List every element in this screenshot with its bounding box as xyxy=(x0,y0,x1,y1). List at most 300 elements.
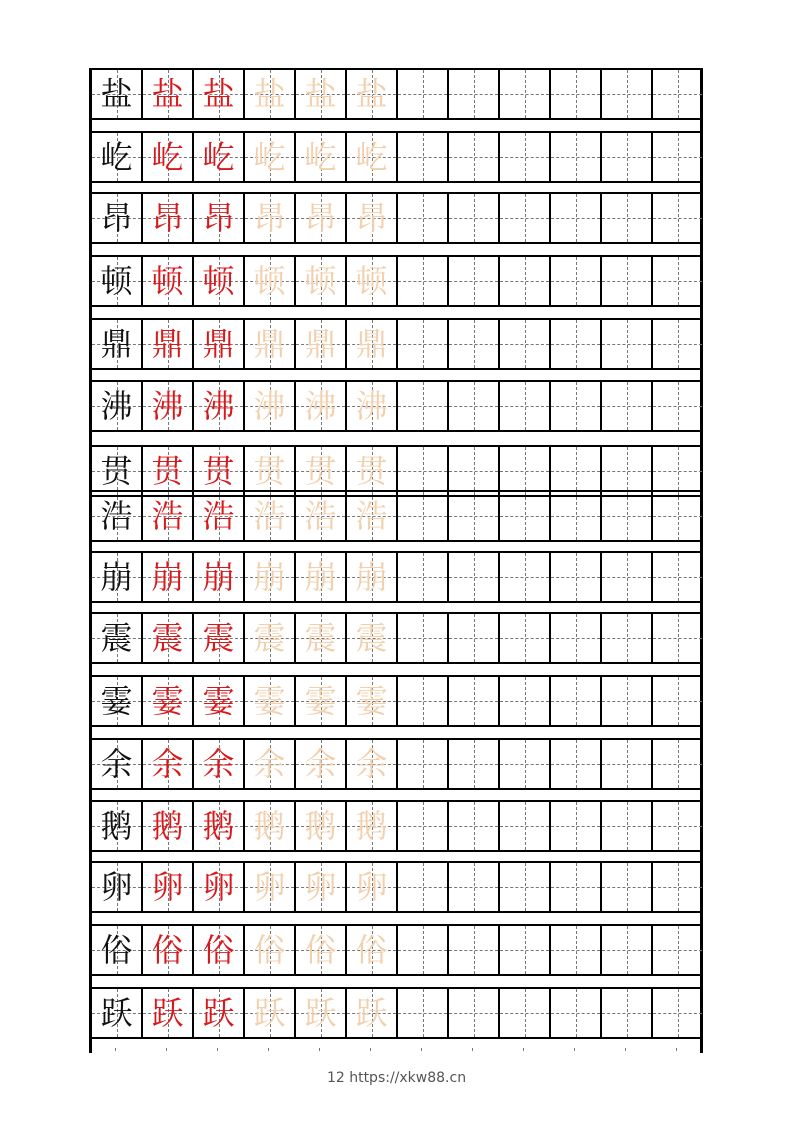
writing-cell xyxy=(600,740,651,788)
writing-cell xyxy=(90,863,141,911)
writing-cell xyxy=(243,802,294,850)
writing-cell xyxy=(90,194,141,242)
writing-cell xyxy=(90,677,141,725)
faded-character: 沸 xyxy=(304,387,337,425)
writing-cell xyxy=(447,70,498,118)
writing-cell xyxy=(651,257,702,305)
grid-tick xyxy=(268,1048,269,1051)
faded-character: 贯 xyxy=(355,452,388,490)
writing-cell xyxy=(192,614,243,662)
writing-cell xyxy=(651,133,702,181)
faded-character: 卵 xyxy=(355,868,388,906)
writing-cell xyxy=(90,320,141,368)
writing-cell xyxy=(141,614,192,662)
trace-character: 余 xyxy=(202,745,235,783)
writing-cell xyxy=(498,447,549,495)
faded-character: 震 xyxy=(355,619,388,657)
grid-tick xyxy=(217,1048,218,1051)
practice-row xyxy=(90,924,702,976)
writing-cell xyxy=(243,257,294,305)
practice-row xyxy=(90,255,702,307)
faded-character: 沸 xyxy=(253,387,286,425)
writing-cell xyxy=(600,133,651,181)
writing-cell xyxy=(651,740,702,788)
writing-cell xyxy=(447,863,498,911)
writing-cell xyxy=(549,194,600,242)
writing-cell xyxy=(549,382,600,430)
writing-cell xyxy=(243,553,294,601)
trace-character: 霎 xyxy=(151,682,184,720)
practice-row xyxy=(90,861,702,913)
faded-character: 余 xyxy=(304,745,337,783)
writing-cell xyxy=(243,614,294,662)
writing-cell xyxy=(651,382,702,430)
writing-cell xyxy=(192,320,243,368)
practice-row xyxy=(90,987,702,1039)
writing-cell xyxy=(294,194,345,242)
writing-cell xyxy=(498,492,549,540)
writing-cell xyxy=(294,447,345,495)
model-character: 鼎 xyxy=(100,325,133,363)
writing-cell xyxy=(549,320,600,368)
writing-cell xyxy=(447,989,498,1037)
writing-cell xyxy=(651,447,702,495)
writing-cell xyxy=(549,447,600,495)
writing-cell xyxy=(600,614,651,662)
writing-cell xyxy=(294,802,345,850)
faded-character: 顿 xyxy=(304,262,337,300)
writing-cell xyxy=(294,740,345,788)
writing-cell xyxy=(396,802,447,850)
writing-cell xyxy=(651,863,702,911)
writing-cell xyxy=(243,382,294,430)
writing-cell xyxy=(498,677,549,725)
trace-character: 余 xyxy=(151,745,184,783)
writing-cell xyxy=(192,677,243,725)
writing-cell xyxy=(396,447,447,495)
writing-cell xyxy=(345,863,396,911)
writing-cell xyxy=(90,802,141,850)
faded-character: 贯 xyxy=(304,452,337,490)
writing-cell xyxy=(141,320,192,368)
trace-character: 顿 xyxy=(151,262,184,300)
faded-character: 跃 xyxy=(304,994,337,1032)
writing-cell xyxy=(600,553,651,601)
writing-cell xyxy=(294,677,345,725)
faded-character: 昂 xyxy=(253,199,286,237)
writing-cell xyxy=(447,257,498,305)
model-character: 贯 xyxy=(100,452,133,490)
model-character: 跃 xyxy=(100,994,133,1032)
partial-row-ticks xyxy=(90,1048,702,1052)
trace-character: 俗 xyxy=(202,931,235,969)
faded-character: 浩 xyxy=(355,497,388,535)
writing-cell xyxy=(651,677,702,725)
writing-cell xyxy=(141,740,192,788)
writing-cell xyxy=(192,70,243,118)
writing-cell xyxy=(243,926,294,974)
trace-character: 盐 xyxy=(202,75,235,113)
faded-character: 震 xyxy=(304,619,337,657)
practice-row xyxy=(90,68,702,120)
writing-cell xyxy=(396,194,447,242)
writing-cell xyxy=(141,802,192,850)
grid-tick xyxy=(625,1048,626,1051)
model-character: 浩 xyxy=(100,497,133,535)
writing-cell xyxy=(396,926,447,974)
faded-character: 崩 xyxy=(253,558,286,596)
faded-character: 俗 xyxy=(355,931,388,969)
model-character: 鹅 xyxy=(100,807,133,845)
writing-cell xyxy=(90,492,141,540)
writing-cell xyxy=(549,863,600,911)
writing-cell xyxy=(345,802,396,850)
trace-character: 鹅 xyxy=(151,807,184,845)
writing-cell xyxy=(549,926,600,974)
practice-row xyxy=(90,380,702,432)
faded-character: 俗 xyxy=(304,931,337,969)
faded-character: 盐 xyxy=(253,75,286,113)
writing-cell xyxy=(600,447,651,495)
writing-cell xyxy=(600,989,651,1037)
trace-character: 震 xyxy=(151,619,184,657)
trace-character: 屹 xyxy=(202,138,235,176)
writing-cell xyxy=(549,70,600,118)
writing-cell xyxy=(141,70,192,118)
writing-cell xyxy=(498,382,549,430)
writing-cell xyxy=(243,70,294,118)
writing-cell xyxy=(498,802,549,850)
faded-character: 跃 xyxy=(253,994,286,1032)
writing-cell xyxy=(396,492,447,540)
trace-character: 贯 xyxy=(151,452,184,490)
writing-cell xyxy=(651,989,702,1037)
writing-cell xyxy=(294,257,345,305)
faded-character: 鼎 xyxy=(253,325,286,363)
faded-character: 屹 xyxy=(253,138,286,176)
trace-character: 鼎 xyxy=(202,325,235,363)
trace-character: 崩 xyxy=(202,558,235,596)
faded-character: 鼎 xyxy=(304,325,337,363)
model-character: 盐 xyxy=(100,75,133,113)
practice-row xyxy=(90,800,702,852)
practice-row xyxy=(90,318,702,370)
writing-cell xyxy=(396,133,447,181)
writing-cell xyxy=(141,382,192,430)
writing-cell xyxy=(396,257,447,305)
writing-cell xyxy=(447,447,498,495)
writing-cell xyxy=(243,492,294,540)
faded-character: 霎 xyxy=(253,682,286,720)
writing-cell xyxy=(294,553,345,601)
writing-cell xyxy=(141,926,192,974)
practice-row xyxy=(90,192,702,244)
practice-row xyxy=(90,490,702,542)
trace-character: 屹 xyxy=(151,138,184,176)
writing-cell xyxy=(498,614,549,662)
writing-cell xyxy=(396,677,447,725)
writing-cell xyxy=(549,802,600,850)
faded-character: 余 xyxy=(253,745,286,783)
faded-character: 震 xyxy=(253,619,286,657)
writing-cell xyxy=(345,257,396,305)
writing-cell xyxy=(90,740,141,788)
grid-tick xyxy=(676,1048,677,1051)
writing-cell xyxy=(243,320,294,368)
writing-cell xyxy=(141,863,192,911)
trace-character: 盐 xyxy=(151,75,184,113)
writing-cell xyxy=(90,926,141,974)
writing-cell xyxy=(447,194,498,242)
writing-cell xyxy=(141,492,192,540)
writing-cell xyxy=(192,492,243,540)
trace-character: 顿 xyxy=(202,262,235,300)
grid-tick xyxy=(574,1048,575,1051)
practice-row xyxy=(90,675,702,727)
faded-character: 鼎 xyxy=(355,325,388,363)
writing-cell xyxy=(549,257,600,305)
writing-cell xyxy=(600,382,651,430)
model-character: 俗 xyxy=(100,931,133,969)
writing-cell xyxy=(498,257,549,305)
faded-character: 顿 xyxy=(253,262,286,300)
writing-cell xyxy=(498,194,549,242)
writing-cell xyxy=(600,802,651,850)
writing-cell xyxy=(243,677,294,725)
writing-cell xyxy=(447,740,498,788)
writing-cell xyxy=(396,553,447,601)
writing-cell xyxy=(294,382,345,430)
practice-row xyxy=(90,131,702,183)
writing-cell xyxy=(498,926,549,974)
writing-cell xyxy=(345,133,396,181)
model-character: 震 xyxy=(100,619,133,657)
faded-character: 盐 xyxy=(304,75,337,113)
trace-character: 沸 xyxy=(202,387,235,425)
grid-tick xyxy=(421,1048,422,1051)
writing-cell xyxy=(192,447,243,495)
writing-cell xyxy=(651,320,702,368)
writing-cell xyxy=(447,382,498,430)
trace-character: 震 xyxy=(202,619,235,657)
trace-character: 昂 xyxy=(202,199,235,237)
writing-cell xyxy=(141,553,192,601)
writing-cell xyxy=(651,802,702,850)
writing-cell xyxy=(243,447,294,495)
writing-cell xyxy=(651,553,702,601)
writing-cell xyxy=(294,926,345,974)
writing-cell xyxy=(345,320,396,368)
writing-cell xyxy=(294,614,345,662)
faded-character: 崩 xyxy=(304,558,337,596)
writing-cell xyxy=(141,677,192,725)
writing-cell xyxy=(600,194,651,242)
faded-character: 霎 xyxy=(304,682,337,720)
trace-character: 昂 xyxy=(151,199,184,237)
writing-cell xyxy=(345,614,396,662)
grid-tick xyxy=(523,1048,524,1051)
writing-cell xyxy=(345,382,396,430)
writing-cell xyxy=(447,133,498,181)
writing-cell xyxy=(345,989,396,1037)
writing-cell xyxy=(447,553,498,601)
writing-cell xyxy=(498,320,549,368)
writing-cell xyxy=(90,614,141,662)
writing-cell xyxy=(396,740,447,788)
faded-character: 昂 xyxy=(355,199,388,237)
writing-cell xyxy=(447,320,498,368)
trace-character: 跃 xyxy=(151,994,184,1032)
writing-cell xyxy=(651,614,702,662)
trace-character: 鹅 xyxy=(202,807,235,845)
writing-cell xyxy=(294,70,345,118)
grid-tick xyxy=(166,1048,167,1051)
writing-cell xyxy=(498,70,549,118)
faded-character: 昂 xyxy=(304,199,337,237)
practice-row xyxy=(90,738,702,790)
writing-cell xyxy=(141,989,192,1037)
writing-cell xyxy=(600,863,651,911)
trace-character: 霎 xyxy=(202,682,235,720)
writing-cell xyxy=(90,382,141,430)
writing-cell xyxy=(600,677,651,725)
writing-cell xyxy=(549,133,600,181)
writing-cell xyxy=(192,553,243,601)
writing-cell xyxy=(549,553,600,601)
writing-cell xyxy=(600,926,651,974)
grid-tick xyxy=(115,1048,116,1051)
writing-cell xyxy=(345,194,396,242)
faded-character: 顿 xyxy=(355,262,388,300)
writing-cell xyxy=(396,614,447,662)
trace-character: 浩 xyxy=(202,497,235,535)
writing-cell xyxy=(141,133,192,181)
grid-tick xyxy=(472,1048,473,1051)
writing-cell xyxy=(498,740,549,788)
writing-cell xyxy=(90,257,141,305)
faded-character: 俗 xyxy=(253,931,286,969)
faded-character: 鹅 xyxy=(355,807,388,845)
writing-cell xyxy=(243,133,294,181)
writing-cell xyxy=(498,989,549,1037)
faded-character: 卵 xyxy=(253,868,286,906)
faded-character: 鹅 xyxy=(304,807,337,845)
faded-character: 跃 xyxy=(355,994,388,1032)
trace-character: 卵 xyxy=(151,868,184,906)
model-character: 余 xyxy=(100,745,133,783)
grid-tick xyxy=(370,1048,371,1051)
writing-cell xyxy=(396,320,447,368)
trace-character: 卵 xyxy=(202,868,235,906)
model-character: 崩 xyxy=(100,558,133,596)
model-character: 顿 xyxy=(100,262,133,300)
trace-character: 崩 xyxy=(151,558,184,596)
model-character: 昂 xyxy=(100,199,133,237)
writing-cell xyxy=(345,492,396,540)
faded-character: 贯 xyxy=(253,452,286,490)
writing-cell xyxy=(549,677,600,725)
trace-character: 贯 xyxy=(202,452,235,490)
writing-cell xyxy=(600,492,651,540)
writing-cell xyxy=(498,133,549,181)
writing-cell xyxy=(294,989,345,1037)
writing-cell xyxy=(294,492,345,540)
writing-cell xyxy=(600,320,651,368)
writing-cell xyxy=(192,257,243,305)
writing-cell xyxy=(345,677,396,725)
writing-cell xyxy=(396,382,447,430)
model-character: 霎 xyxy=(100,682,133,720)
writing-cell xyxy=(141,194,192,242)
practice-row xyxy=(90,551,702,603)
writing-cell xyxy=(447,802,498,850)
faded-character: 屹 xyxy=(304,138,337,176)
writing-cell xyxy=(498,863,549,911)
writing-cell xyxy=(192,989,243,1037)
writing-cell xyxy=(243,989,294,1037)
writing-cell xyxy=(549,614,600,662)
writing-cell xyxy=(90,989,141,1037)
writing-cell xyxy=(651,926,702,974)
trace-character: 俗 xyxy=(151,931,184,969)
writing-cell xyxy=(600,70,651,118)
writing-cell xyxy=(396,70,447,118)
practice-row xyxy=(90,612,702,664)
writing-cell xyxy=(90,133,141,181)
model-character: 卵 xyxy=(100,868,133,906)
writing-cell xyxy=(192,740,243,788)
trace-character: 沸 xyxy=(151,387,184,425)
writing-cell xyxy=(396,989,447,1037)
writing-cell xyxy=(345,740,396,788)
writing-cell xyxy=(549,989,600,1037)
writing-cell xyxy=(90,70,141,118)
writing-cell xyxy=(345,70,396,118)
writing-cell xyxy=(294,320,345,368)
writing-cell xyxy=(192,194,243,242)
model-character: 屹 xyxy=(100,138,133,176)
writing-cell xyxy=(447,677,498,725)
writing-cell xyxy=(549,740,600,788)
writing-cell xyxy=(447,926,498,974)
writing-cell xyxy=(90,447,141,495)
writing-cell xyxy=(243,194,294,242)
writing-cell xyxy=(90,553,141,601)
writing-cell xyxy=(141,257,192,305)
writing-cell xyxy=(549,492,600,540)
faded-character: 浩 xyxy=(253,497,286,535)
writing-cell xyxy=(192,926,243,974)
writing-cell xyxy=(141,447,192,495)
trace-character: 浩 xyxy=(151,497,184,535)
writing-cell xyxy=(396,863,447,911)
page-footer: 12 https://xkw88.cn xyxy=(326,1070,467,1086)
writing-cell xyxy=(498,553,549,601)
trace-character: 鼎 xyxy=(151,325,184,363)
faded-character: 浩 xyxy=(304,497,337,535)
writing-cell xyxy=(651,492,702,540)
faded-character: 盐 xyxy=(355,75,388,113)
faded-character: 鹅 xyxy=(253,807,286,845)
writing-cell xyxy=(243,863,294,911)
writing-cell xyxy=(243,740,294,788)
faded-character: 崩 xyxy=(355,558,388,596)
writing-cell xyxy=(192,863,243,911)
faded-character: 屹 xyxy=(355,138,388,176)
writing-cell xyxy=(294,133,345,181)
faded-character: 卵 xyxy=(304,868,337,906)
faded-character: 沸 xyxy=(355,387,388,425)
